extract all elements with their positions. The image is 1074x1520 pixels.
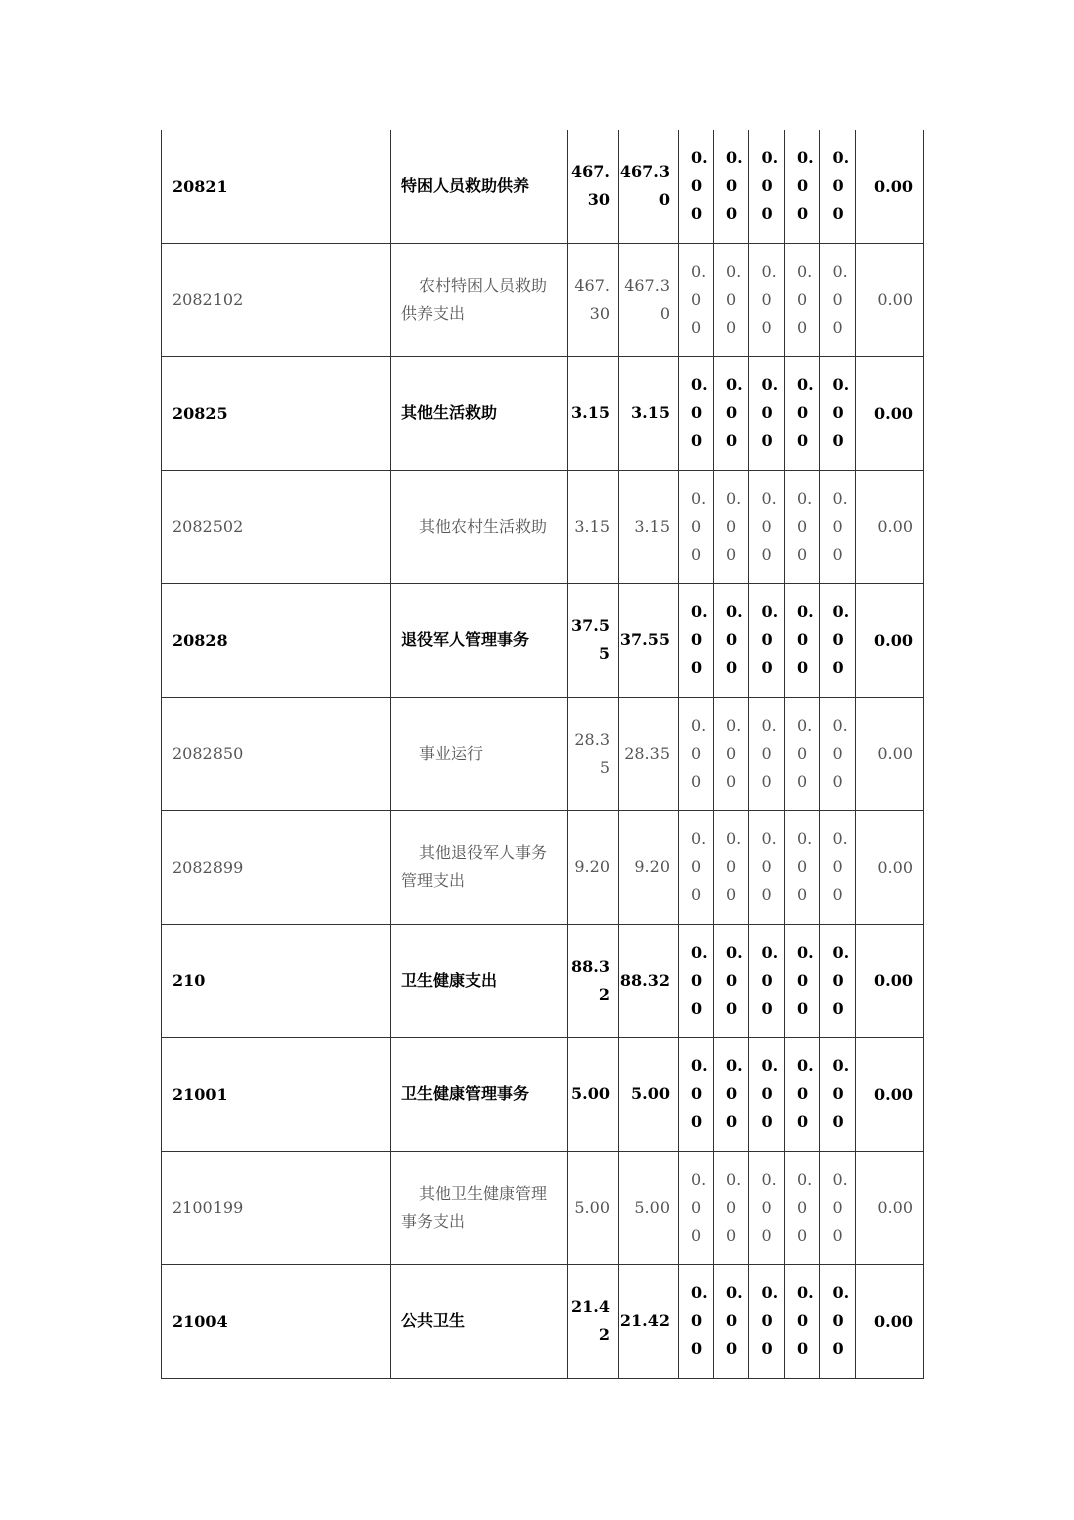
zero-value: 0.00 [832,488,848,564]
zero-cell [820,357,856,471]
zero-cell [749,1151,785,1265]
table-row [162,1265,924,1379]
table-row [162,357,924,471]
total-amount [568,697,619,811]
zero-value: 0.00 [726,1169,742,1245]
zero-cell [820,697,856,811]
zero-value: 0.00 [797,375,814,451]
zero-value: 0.00 [832,1169,848,1245]
table-row [162,697,924,811]
total-amount [568,243,619,357]
amount1-value: 9.20 [574,857,610,877]
subject-code: 20825 [162,357,391,471]
table-row [162,1151,924,1265]
zero-value: 0.00 [691,261,707,337]
zero-cell [820,924,856,1038]
zero-cell [714,470,749,584]
table-body [162,130,924,1378]
budget-table [161,130,924,1379]
other-amount: 0.00 [856,697,924,811]
table-row [162,584,924,698]
zero-value: 0.00 [726,1056,743,1132]
total-amount [568,470,619,584]
zero-value: 0.00 [832,942,850,1018]
total-amount [568,1038,619,1152]
subject-name: 事业运行 [391,697,568,811]
amount2-value: 37.55 [619,630,670,650]
zero-value: 0.00 [761,1169,777,1245]
table-row [162,130,924,243]
zero-cell [679,1151,714,1265]
zero-cell [679,924,714,1038]
amount2-value: 88.32 [619,970,670,990]
zero-value: 0.00 [832,602,850,678]
basic-amount [619,1038,679,1152]
other-amount: 0.00 [856,1151,924,1265]
zero-value: 0.00 [691,488,707,564]
other-amount: 0.00 [856,924,924,1038]
zero-cell [679,811,714,925]
other-amount: 0.00 [856,1038,924,1152]
zero-value: 0.00 [797,261,813,337]
zero-cell [679,243,714,357]
zero-cell [820,1038,856,1152]
amount2-value: 9.20 [634,857,670,877]
amount1-value: 3.15 [574,516,610,536]
subject-code: 21004 [162,1265,391,1379]
zero-cell [820,1265,856,1379]
zero-value: 0.00 [691,1283,708,1359]
zero-value: 0.00 [797,942,814,1018]
subject-name: 卫生健康管理事务 [391,1038,568,1152]
basic-amount [619,584,679,698]
total-amount [568,584,619,698]
zero-cell [785,811,820,925]
zero-cell [714,1038,749,1152]
zero-cell [785,1265,820,1379]
zero-value: 0.00 [797,715,813,791]
zero-value: 0.00 [832,1056,850,1132]
amount1-value: 467.30 [571,162,610,210]
zero-value: 0.00 [832,148,850,224]
zero-cell [679,357,714,471]
amount1-value: 5.00 [571,1084,610,1104]
subject-name: 特困人员救助供养 [391,130,568,243]
amount1-value: 88.32 [571,956,610,1004]
zero-value: 0.00 [691,375,708,451]
amount2-value: 5.00 [631,1084,670,1104]
amount2-value: 3.15 [634,516,670,536]
zero-cell [679,470,714,584]
zero-cell [749,697,785,811]
subject-code: 2082502 [162,470,391,584]
zero-cell [679,584,714,698]
basic-amount [619,1265,679,1379]
zero-value: 0.00 [797,488,813,564]
total-amount [568,811,619,925]
zero-value: 0.00 [691,1056,708,1132]
zero-cell [820,1151,856,1265]
total-amount [568,1265,619,1379]
subject-name: 公共卫生 [391,1265,568,1379]
subject-code: 2082850 [162,697,391,811]
zero-cell [714,811,749,925]
zero-cell [820,243,856,357]
subject-name: 其他生活救助 [391,357,568,471]
zero-cell [749,924,785,1038]
zero-value: 0.00 [761,375,779,451]
zero-value: 0.00 [761,1056,779,1132]
other-amount: 0.00 [856,1265,924,1379]
zero-cell [785,924,820,1038]
zero-cell [785,1038,820,1152]
total-amount [568,924,619,1038]
zero-cell [749,584,785,698]
basic-amount [619,1151,679,1265]
zero-cell [714,1265,749,1379]
other-amount: 0.00 [856,357,924,471]
table-row [162,811,924,925]
zero-value: 0.00 [797,829,813,905]
zero-value: 0.00 [691,942,708,1018]
zero-value: 0.00 [832,1283,850,1359]
subject-code: 2100199 [162,1151,391,1265]
zero-cell [785,243,820,357]
zero-cell [749,1265,785,1379]
zero-value: 0.00 [761,829,777,905]
zero-cell [749,811,785,925]
zero-cell [820,584,856,698]
zero-value: 0.00 [761,488,777,564]
zero-value: 0.00 [761,715,777,791]
zero-value: 0.00 [797,148,814,224]
subject-name: 退役军人管理事务 [391,584,568,698]
zero-value: 0.00 [726,488,742,564]
zero-cell [714,130,749,243]
amount1-value: 37.55 [571,616,610,664]
zero-value: 0.00 [726,829,742,905]
amount2-value: 28.35 [624,743,670,763]
zero-value: 0.00 [761,942,779,1018]
zero-value: 0.00 [761,261,777,337]
basic-amount [619,470,679,584]
zero-value: 0.00 [797,1283,814,1359]
other-amount: 0.00 [856,584,924,698]
table-row [162,924,924,1038]
basic-amount [619,924,679,1038]
zero-cell [714,697,749,811]
zero-cell [749,357,785,471]
zero-cell [785,1151,820,1265]
zero-value: 0.00 [797,1056,814,1132]
amount1-value: 21.42 [571,1297,610,1345]
basic-amount [619,811,679,925]
zero-cell [714,584,749,698]
zero-cell [785,697,820,811]
zero-value: 0.00 [726,715,742,791]
amount2-value: 21.42 [619,1311,670,1331]
zero-value: 0.00 [832,829,848,905]
zero-value: 0.00 [797,602,814,678]
zero-value: 0.00 [761,148,779,224]
subject-name: 其他退役军人事务管理支出 [391,811,568,925]
other-amount: 0.00 [856,243,924,357]
subject-name: 农村特困人员救助供养支出 [391,243,568,357]
basic-amount [619,130,679,243]
subject-code: 2082899 [162,811,391,925]
basic-amount [619,243,679,357]
zero-cell [785,470,820,584]
table-row [162,1038,924,1152]
amount2-value: 3.15 [631,403,670,423]
zero-value: 0.00 [691,602,708,678]
zero-cell [820,470,856,584]
subject-code: 20821 [162,130,391,243]
amount2-value: 467.30 [619,162,670,210]
zero-cell [785,130,820,243]
zero-value: 0.00 [726,602,743,678]
subject-name: 其他农村生活救助 [391,470,568,584]
other-amount: 0.00 [856,811,924,925]
zero-value: 0.00 [726,261,742,337]
subject-code: 2082102 [162,243,391,357]
subject-code: 21001 [162,1038,391,1152]
zero-value: 0.00 [726,942,743,1018]
zero-value: 0.00 [726,375,743,451]
zero-value: 0.00 [797,1169,813,1245]
zero-cell [749,130,785,243]
subject-code: 20828 [162,584,391,698]
zero-cell [820,130,856,243]
other-amount: 0.00 [856,130,924,243]
zero-value: 0.00 [832,715,848,791]
amount2-value: 467.30 [624,275,670,323]
zero-value: 0.00 [832,261,848,337]
basic-amount [619,697,679,811]
subject-code: 210 [162,924,391,1038]
zero-cell [714,1151,749,1265]
basic-amount [619,357,679,471]
zero-cell [714,924,749,1038]
zero-cell [749,1038,785,1152]
zero-value: 0.00 [691,715,707,791]
amount2-value: 5.00 [634,1197,670,1217]
zero-cell [679,697,714,811]
total-amount [568,130,619,243]
zero-value: 0.00 [832,375,850,451]
amount1-value: 5.00 [574,1197,610,1217]
zero-value: 0.00 [761,1283,779,1359]
zero-cell [749,243,785,357]
zero-cell [749,470,785,584]
zero-cell [679,130,714,243]
amount1-value: 467.30 [574,275,610,323]
zero-value: 0.00 [726,1283,743,1359]
zero-value: 0.00 [726,148,743,224]
table-row [162,243,924,357]
zero-cell [679,1265,714,1379]
zero-value: 0.00 [691,1169,707,1245]
subject-name: 卫生健康支出 [391,924,568,1038]
amount1-value: 28.35 [574,729,610,777]
zero-value: 0.00 [691,148,708,224]
zero-cell [785,357,820,471]
zero-cell [785,584,820,698]
subject-name: 其他卫生健康管理事务支出 [391,1151,568,1265]
other-amount: 0.00 [856,470,924,584]
zero-value: 0.00 [691,829,707,905]
amount1-value: 3.15 [571,403,610,423]
zero-cell [679,1038,714,1152]
zero-value: 0.00 [761,602,779,678]
table-row [162,470,924,584]
zero-cell [714,357,749,471]
zero-cell [714,243,749,357]
total-amount [568,357,619,471]
zero-cell [820,811,856,925]
total-amount [568,1151,619,1265]
